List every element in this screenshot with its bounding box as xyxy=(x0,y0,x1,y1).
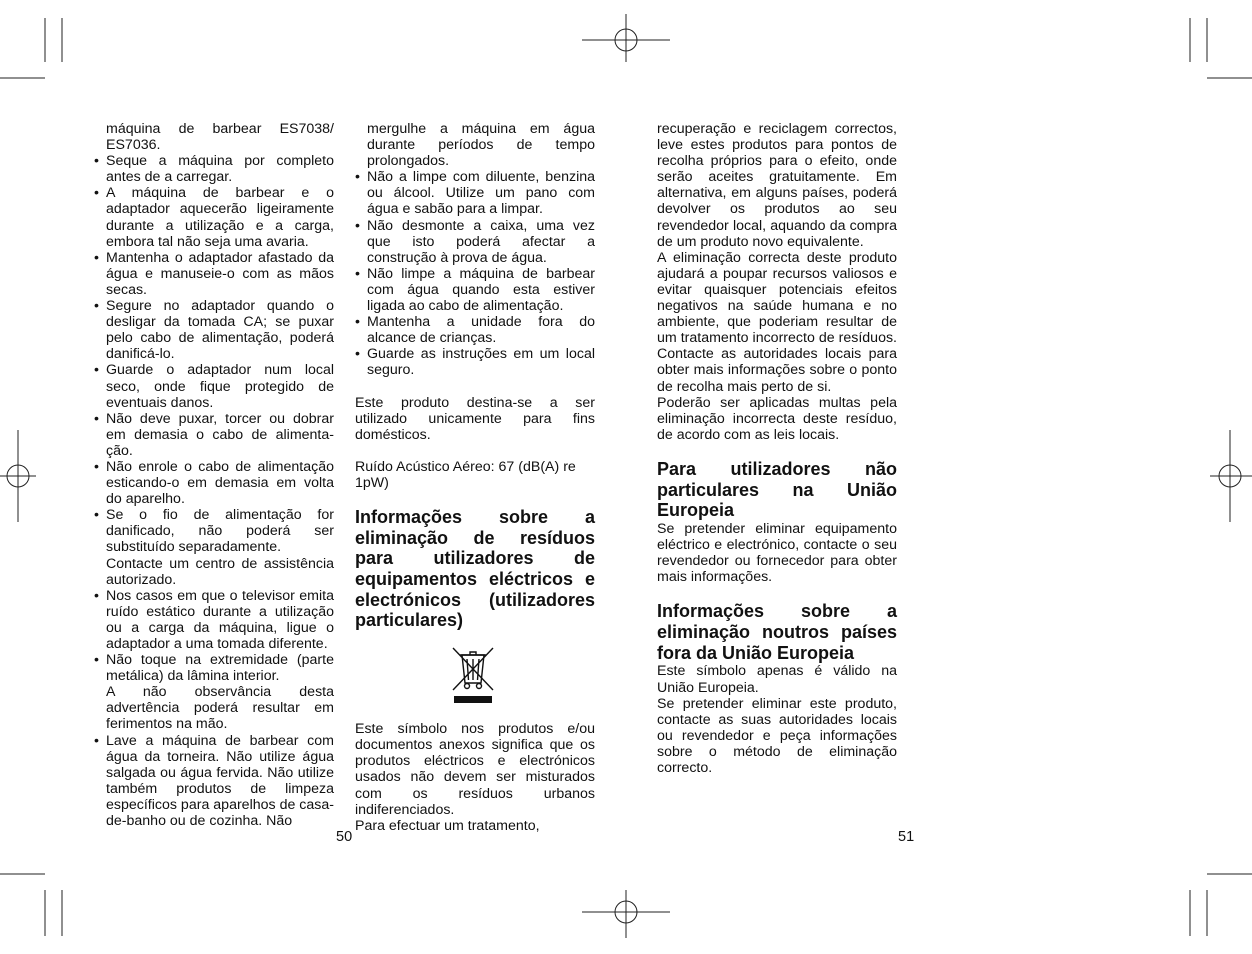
correct-disposal-paragraph: A eliminação correcta deste produto ajudará a poupar recursos valiosos e evitar quaisquer potenciais efeitos negativos na saúde humana e no ambiente, que poderiam resultar de um tratamento incorrecto de resíduos. Contacte as autoridades locais para obter mais informações sobre o ponto de recolha mais perto de si. xyxy=(657,249,897,395)
outside-eu-paragraph-2: Se pretender eliminar este produto, contacte as suas autoridades locais ou revendedor e peça informações sobre o método de eliminação correcto. xyxy=(657,695,897,777)
bullet-item: • Guarde o adaptador num local seco, onde fique protegido de eventuais danos. xyxy=(94,362,334,411)
bullet-item: • Segure no adaptador quando o desligar da tomada CA; se puxar pelo cabo de alimentação, poderá danificá-lo. xyxy=(94,298,334,363)
bullet-item: • Nos casos em que o televisor emita ruído estático durante a utilização ou a carga da máquina, ligue o adaptador a uma tomada diferente. xyxy=(94,587,334,652)
col2-intro: mergulhe a máquina em água durante períodos de tempo prolongados. xyxy=(367,121,595,170)
column-1 xyxy=(94,121,334,829)
outside-eu-heading: Informações sobre a eliminação noutros países fora da União Europeia xyxy=(657,601,897,663)
bullet-note: Contacte um centro de assistência autorizado. xyxy=(106,555,334,588)
fines-paragraph: Poderão ser aplicadas multas pela eliminação incorrecta deste resíduo, de acordo com as leis locais. xyxy=(657,394,897,443)
bullet-item: • Seque a máquina por completo antes de a carregar. xyxy=(94,153,334,186)
bullet-item: • Mantenha o adaptador afastado da água e manuseie-o com as mãos secas. xyxy=(94,249,334,298)
column-2 xyxy=(355,121,595,834)
page-number-right: 51 xyxy=(898,829,915,845)
bullet-item: • Mantenha a unidade fora do alcance de crianças. xyxy=(355,314,595,347)
bullet-item: • Não toque na extremidade (parte metálica) da lâmina interior. A não observância desta advertência poderá resultar em ferimentos na mão. xyxy=(94,652,334,733)
bullet-item: • Não desmonte a caixa, uma vez que isto poderá afectar a construção à prova de água. xyxy=(355,217,595,266)
noise-paragraph: Ruído Acústico Aéreo: 67 (dB(A) re 1pW) xyxy=(355,458,576,491)
treatment-paragraph: Para efectuar um tratamento, xyxy=(355,817,540,834)
bullet-item: • Não enrole o cabo de alimentação esticando-o em demasia em volta do aparelho. xyxy=(94,458,334,508)
business-users-heading: Para utilizadores não particulares na União Europeia xyxy=(657,458,897,521)
weee-heading: Informações sobre a eliminação de resíduos para utilizadores de equipamentos eléctricos e electrónicos (utilizadores particulares) xyxy=(355,506,595,631)
recycling-paragraph: recuperação e reciclagem correctos, leve estes produtos para pontos de recolha próprios para o efeito, onde serão aceites gratuitamente. Em alternativa, em alguns países, poderá devolver os produtos ao seu revendedor local, aquando da compra de um produto novo equivalente. xyxy=(657,121,897,250)
outside-eu-paragraph-1: Este símbolo apenas é válido na União Europeia. xyxy=(657,663,897,696)
column-3 xyxy=(657,121,897,776)
col1-intro: máquina de barbear ES7038/ ES7036. xyxy=(106,121,334,154)
bullet-item: • Se o fio de alimentação for danificado, não poderá ser substituído separadamente. Contacte um centro de assistência autorizado. xyxy=(94,507,334,588)
bullet-note: A não observância desta advertência poderá resultar em ferimentos na mão. xyxy=(106,684,334,733)
crossed-out-wheelie-bin-icon xyxy=(450,645,496,705)
bullet-item: • Não a limpe com diluente, benzina ou álcool. Utilize um pano com água e sabão para a limpar. xyxy=(355,169,595,218)
symbol-paragraph: Este símbolo nos produtos e/ou documentos anexos significa que os produtos eléctricos e electrónicos usados não devem ser misturados com os resíduos urbanos indiferenciados. xyxy=(355,721,595,818)
business-users-paragraph: Se pretender eliminar equipamento eléctrico e electrónico, contacte o seu revendedor ou fornecedor para obter mais informações. xyxy=(657,520,897,586)
bullet-item: • Não deve puxar, torcer ou dobrar em demasia o cabo de alimenta-ção. xyxy=(94,410,334,459)
bullet-item: • A máquina de barbear e o adaptador aquecerão ligeiramente durante a utilização e a carga, embora tal não seja uma avaria. xyxy=(94,185,334,250)
bullet-item: • Não limpe a máquina de barbear com água quando esta estiver ligada ao cabo de alimentação. xyxy=(355,265,595,315)
bullet-item: • Guarde as instruções em um local seguro. xyxy=(355,346,595,379)
domestic-use-paragraph: Este produto destina-se a ser utilizado unicamente para fins domésticos. xyxy=(355,394,595,443)
bullet-item: • Lave a máquina de barbear com água da torneira. Não utilize água salgada ou água fervida. Não utilize também produtos de limpeza específicos para aparelhos de casa-de-banho ou de cozinha. Não xyxy=(94,732,334,830)
page-number-left: 50 xyxy=(336,829,353,845)
